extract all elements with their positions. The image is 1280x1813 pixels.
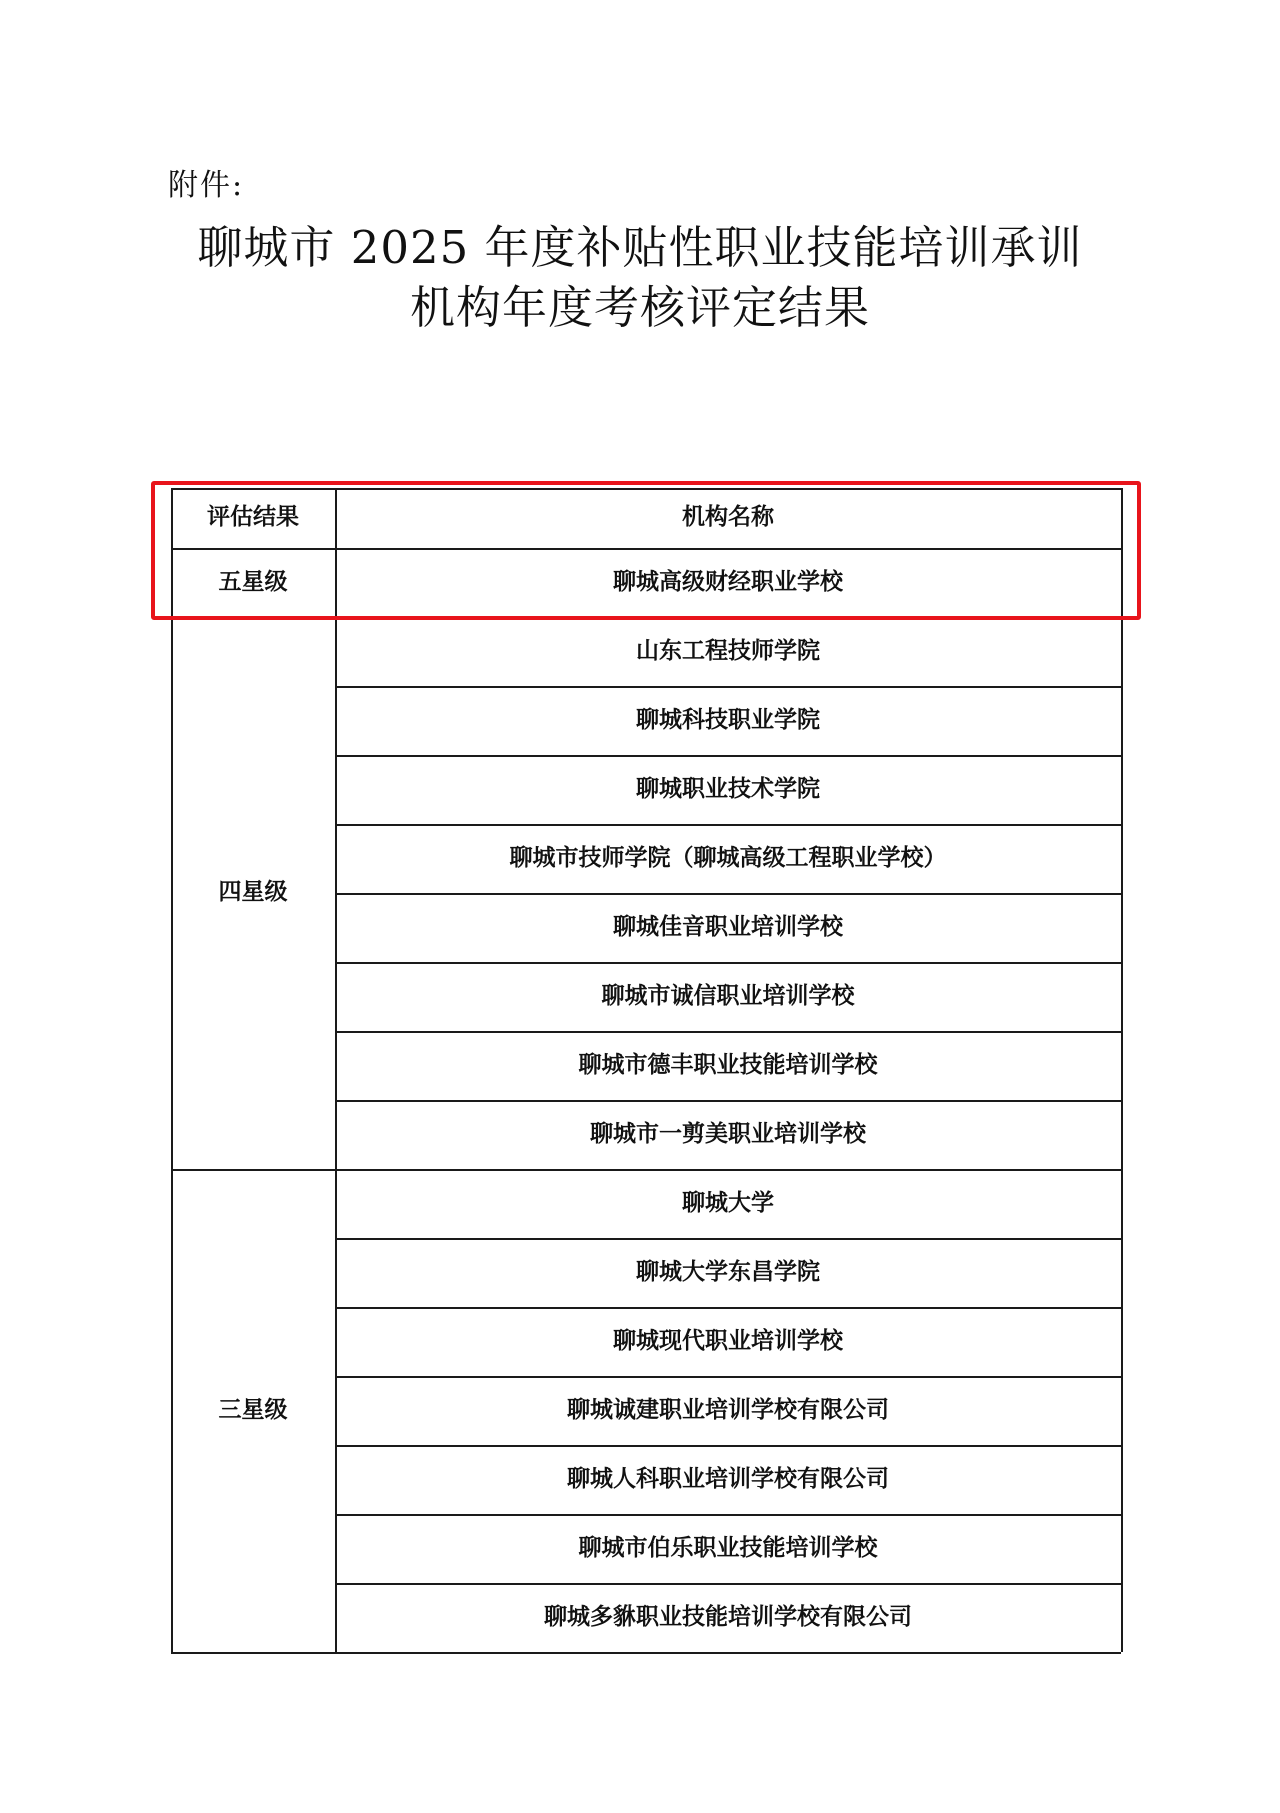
table-rule (335, 962, 1121, 964)
institution-name: 聊城市德丰职业技能培训学校 (578, 1051, 878, 1078)
table-rule (335, 1445, 1121, 1447)
institution-name: 聊城职业技术学院 (636, 775, 820, 802)
table-rule (335, 1514, 1121, 1516)
institution-name: 聊城市诚信职业培训学校 (601, 982, 855, 1009)
rating-label: 五星级 (218, 568, 288, 595)
table-rule (171, 488, 173, 1652)
table-rule (335, 686, 1121, 688)
institution-name: 山东工程技师学院 (636, 637, 820, 664)
table-rule (335, 755, 1121, 757)
institution-name: 聊城市伯乐职业技能培训学校 (578, 1534, 878, 1561)
institution-name: 聊城市一剪美职业培训学校 (590, 1120, 866, 1147)
rating-label: 四星级 (218, 879, 288, 905)
institution-name: 聊城科技职业学院 (636, 706, 820, 733)
table-rule (171, 1169, 335, 1171)
table-rule (335, 824, 1121, 826)
institution-name: 聊城现代职业培训学校 (613, 1327, 843, 1354)
table-rule (335, 1031, 1121, 1033)
document-title-line-2: 机构年度考核评定结果 (409, 281, 870, 334)
table-rule (335, 1652, 1121, 1654)
table-rule (335, 488, 337, 1652)
attachment-label: 附件: (168, 168, 245, 203)
institution-name: 聊城大学东昌学院 (636, 1258, 820, 1285)
table-rule (335, 1100, 1121, 1102)
table-rule (171, 1652, 335, 1654)
table-rule (1121, 488, 1123, 1652)
table-rule (335, 1307, 1121, 1309)
institution-name: 聊城人科职业培训学校有限公司 (567, 1465, 889, 1492)
institution-name: 聊城诚建职业培训学校有限公司 (567, 1396, 889, 1423)
table-rule (335, 1238, 1121, 1240)
table-rule (335, 1583, 1121, 1585)
rating-label: 三星级 (218, 1396, 288, 1423)
table-rule (335, 1169, 1121, 1171)
institution-name: 聊城高级财经职业学校 (613, 568, 843, 595)
institution-name: 聊城大学 (682, 1189, 774, 1216)
institution-name: 聊城市技师学院（聊城高级工程职业学校） (509, 844, 947, 871)
institution-name: 聊城多貅职业技能培训学校有限公司 (544, 1603, 912, 1630)
table-rule (335, 893, 1121, 895)
document-title-line-1: 聊城市 2025 年度补贴性职业技能培训承训 (197, 221, 1083, 274)
highlight-box (151, 481, 1141, 620)
institution-name: 聊城佳音职业培训学校 (613, 913, 843, 940)
header-institution-name: 机构名称 (682, 504, 774, 530)
header-rating: 评估结果 (207, 504, 299, 530)
table-rule (335, 1376, 1121, 1378)
